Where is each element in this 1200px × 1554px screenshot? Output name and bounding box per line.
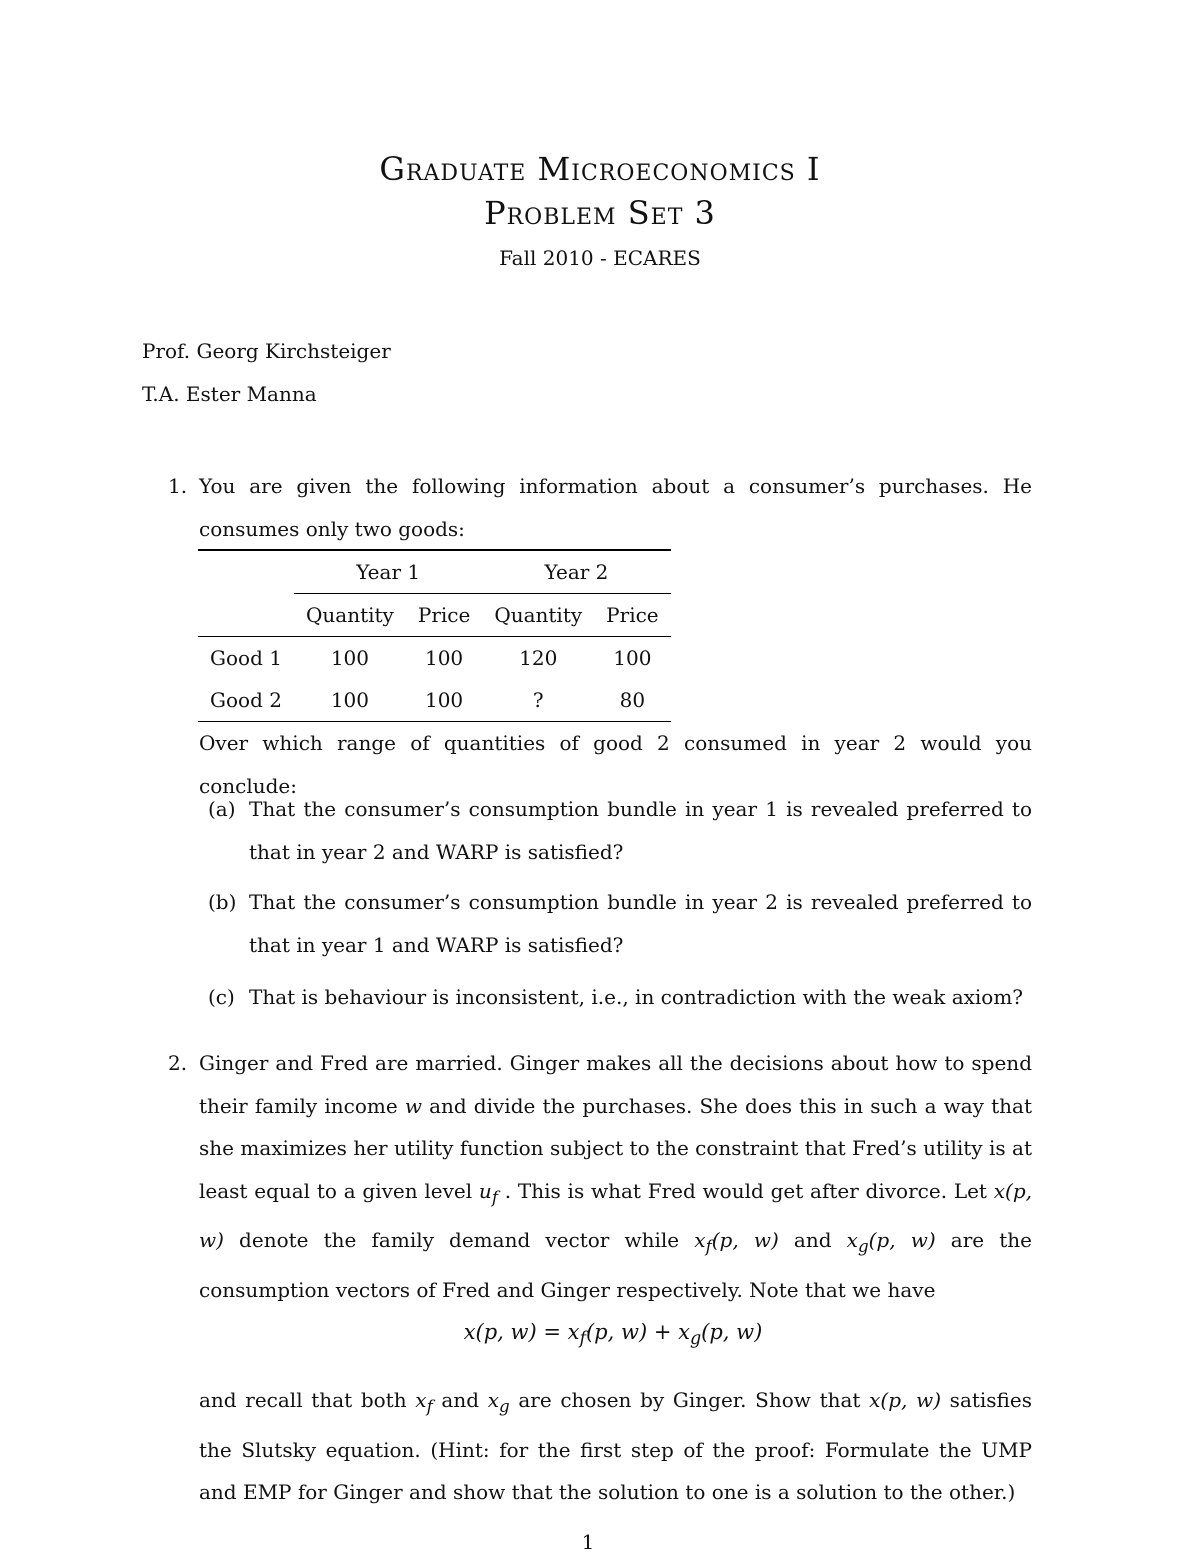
problem-set-title: Problem Set 3	[484, 194, 716, 232]
row-label-good-1: Good 1	[210, 646, 282, 670]
table-cell: ?	[532, 688, 544, 712]
problem-2-paragraph-2: and recall that both $x_f$ and $x_g$ are chosen by Ginger. Show that x(p, w) satisfies the Slutsky equation. (Hint: for the first step of the proof: Formulate the UMP and EMP for Ginger and show that the solution to one is a solution to the other.)	[199, 1388, 1033, 1504]
purchase-table	[198, 549, 671, 722]
problem-1-question: Over which range of quantities of good 2 consumed in year 2 would you conclude:	[199, 731, 1032, 798]
part-a-text: That the consumer’s consumption bundle in year 1 is revealed preferred to that in year 2 and WARP is satisfied?	[249, 797, 1032, 864]
table-row	[198, 637, 671, 680]
table-cell: 100	[613, 646, 652, 670]
problem-2-number: 2.	[168, 1051, 188, 1075]
year-1-header: Year 1	[356, 560, 421, 584]
table-cell: 100	[424, 646, 464, 670]
family-demand-equation: x(p, $w) = x_f(p$, $w) + x_g(p$, w)	[463, 1320, 763, 1350]
problem-2-paragraph-1: Ginger and Fred are married. Ginger makes all the decisions about how to spend their family income w and divide the purchases. She does this in such a way that she maximizes her utility function subject to the constraint that Fred’s utility is at least equal to a given level $u_f$ . This is what Fred would get after divorce. Let x(p, w) denote the family demand vector while $x_f(p$, w) and $x_g(p$, w) are the consumption vectors of Fred and Ginger respectively. Note that we have	[199, 1051, 1032, 1302]
table-cell: 100	[330, 646, 370, 670]
col-header-quantity-2: Quantity	[482, 594, 594, 637]
col-header-price-1: Price	[406, 594, 482, 637]
part-b-text: That the consumer’s consumption bundle in year 2 is revealed preferred to that in year 1 and WARP is satisfied?	[249, 890, 1032, 957]
problem-1-intro: You are given the following information about a consumer’s purchases. He consumes only two goods:	[199, 474, 1032, 541]
page-number: 1	[581, 1530, 595, 1554]
part-c-text: That is behaviour is inconsistent, i.e., in contradiction with the weak axiom?	[249, 985, 1024, 1009]
col-header-price-2: Price	[594, 594, 670, 637]
table-cell: 80	[619, 688, 646, 712]
table-cell: 100	[330, 688, 370, 712]
table-cell: 120	[519, 646, 558, 670]
ta-line: T.A. Ester Manna	[142, 382, 317, 406]
part-b-label: (b)	[208, 890, 237, 914]
year-2-header: Year 2	[544, 560, 609, 584]
table-row	[198, 679, 671, 722]
part-a-label: (a)	[208, 797, 236, 821]
course-title: Graduate Microeconomics I	[379, 150, 821, 188]
col-header-quantity-1: Quantity	[294, 594, 406, 637]
table-cell: 100	[424, 688, 464, 712]
professor-line: Prof. Georg Kirchsteiger	[142, 339, 391, 363]
problem-1-number: 1.	[168, 474, 188, 498]
term-subtitle: Fall 2010 - ECARES	[499, 246, 701, 270]
part-c-label: (c)	[208, 985, 235, 1009]
row-label-good-2: Good 2	[210, 688, 282, 712]
table-corner	[198, 550, 294, 594]
